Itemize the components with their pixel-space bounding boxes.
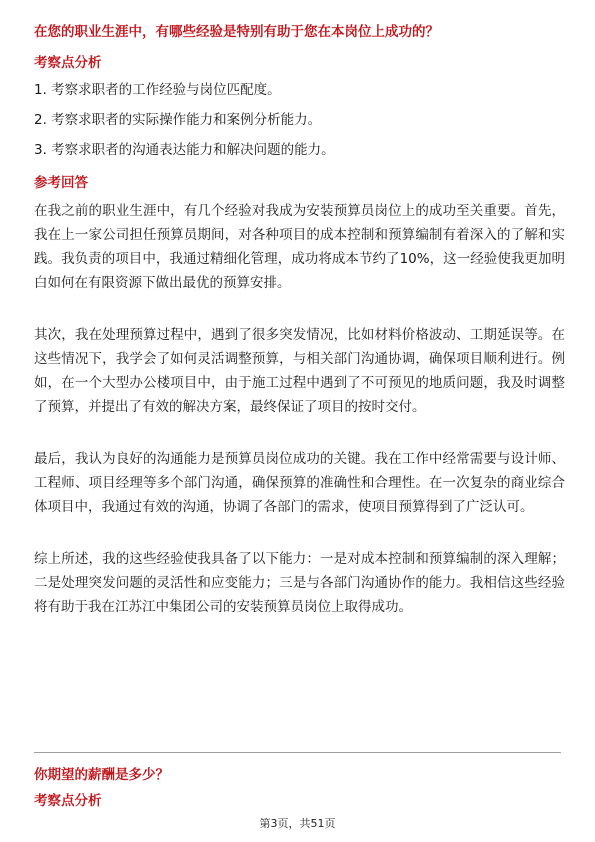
answer-paragraph-4: 综上所述，我的这些经验使我具备了以下能力：一是对成本控制和预算编制的深入理解；二是处理突发问题的灵活性和应变能力；三是与各部门沟通协作的能力。我相信这些经验将有助于我在江苏江中集团公司的安装预算员岗位上取得成功。 [34,551,565,615]
answer-body [34,199,565,647]
analysis-heading: 考察点分析 [34,55,102,71]
analysis-point-1: 1. 考察求职者的工作经验与岗位匹配度。 [34,82,281,98]
answer-paragraph-2: 其次，我在处理预算过程中，遇到了很多突发情况，比如材料价格波动、工期延误等。在这些情况下，我学会了如何灵活调整预算，与相关部门沟通协调，确保项目顺利进行。例如，在一个大型办公楼项目中，由于施工过程中遇到了不可预见的地质问题，我及时调整了预算，并提出了有效的解决方案，最终保证了项目的按时交付。 [34,327,565,415]
section-divider [34,752,561,753]
answer-heading: 参考回答 [34,175,88,191]
answer-paragraph-1: 在我之前的职业生涯中，有几个经验对我成为安装预算员岗位上的成功至关重要。首先，我在上一家公司担任预算员期间，对各种项目的成本控制和预算编制有着深入的了解和实践。我负责的项目中，我通过精细化管理，成功将成本节约了10%，这一经验使我更加明白如何在有限资源下做出最优的预算安排。 [34,203,565,291]
question-title: 在您的职业生涯中，有哪些经验是特别有助于您在本岗位上成功的？ [34,24,439,40]
next-question-title: 你期望的薪酬是多少？ [34,767,169,783]
analysis-point-3: 3. 考察求职者的沟通表达能力和解决问题的能力。 [34,142,335,158]
analysis-point-2: 2. 考察求职者的实际操作能力和案例分析能力。 [34,112,322,128]
answer-paragraph-3: 最后，我认为良好的沟通能力是预算员岗位成功的关键。我在工作中经常需要与设计师、工程师、项目经理等多个部门沟通，确保预算的准确性和合理性。在一次复杂的商业综合体项目中，我通过有效的沟通，协调了各部门的需求，使项目预算得到了广泛认可。 [34,451,565,515]
page-number: 第3页，共51页 [259,817,336,830]
next-analysis-heading: 考察点分析 [34,793,102,809]
